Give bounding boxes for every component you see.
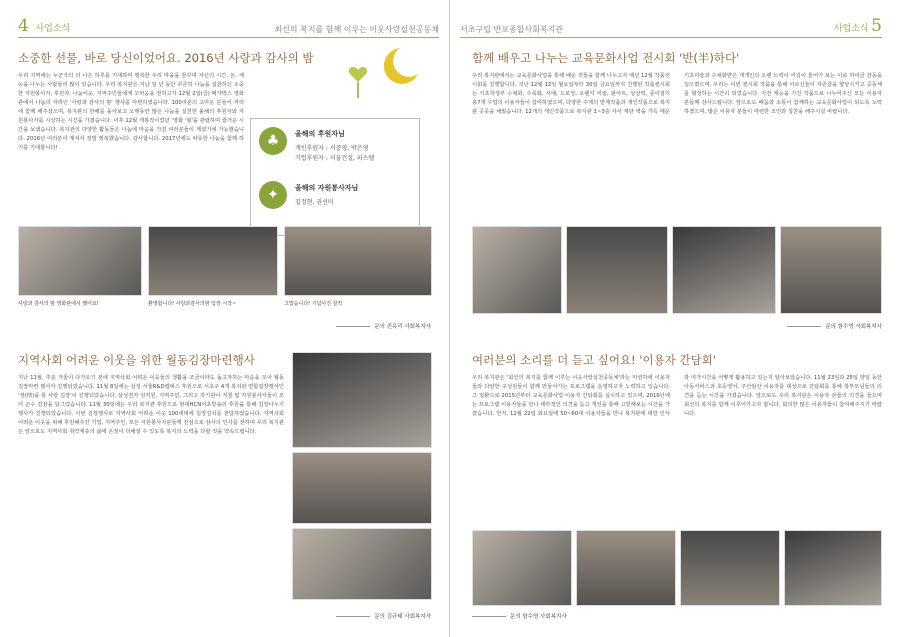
photo: [472, 530, 572, 606]
photo-caption: 고맙습니다! 기념사진 찰칵: [284, 301, 343, 307]
photo: [780, 226, 882, 314]
photo: [566, 226, 668, 314]
contact-signature: 문의 함수영 사회복지사: [472, 612, 567, 620]
article-body: 우리 복지관은 '최선의 복지를 함께 이루는 이웃사랑실천공동체'라는 미션하에 이용자들과 다양한 구성원들이 함께 만들어가는 프로그램을 운영하고자 노력하고 있습니다. 그 일환으로 2015년부터 교육문화사업 이용자 간담회를 실시하고 있으며, 2016년에는 프로그램 이용자들을 만나 세부적인 의견을 듣고 개선을 통해 고민해보는 시간을 가졌습니다. 먼저, 11월 22일 화요일에 50~60대 이용자들을 만나 복지관에 대한 인식과 여가시간을 어떻게 활용하고 있는지 알아보았습니다. 11월 23일과 25일 양일 동안 아동서비스과 초등영어, 주산암산 이용자를 대상으로 간담회를 통해 학부모님들의 의견을 듣는 시간을 가졌습니다. 앞으로도 우리 복지관은 이용자 분들의 의견을 들으며 최선의 복지를 함께 이루어가고자 합니다. 회의한 많은 이용자들이 참여해주시기 바랍니다.: [472, 375, 882, 417]
photo: [292, 352, 432, 448]
right-header: [460, 16, 882, 38]
org-name: 서초구립 반포종합사회복지관: [460, 25, 564, 34]
volunteer-row: [257, 177, 413, 229]
contact-signature: 문의 김규태 사회복지사: [336, 612, 431, 620]
sponsor-row: [257, 123, 413, 175]
photo: [680, 530, 780, 606]
person-icon: ✦: [259, 181, 287, 209]
plant-icon: ♣: [259, 127, 287, 155]
sponsor-company: 기업후원자 : 서울건설, 파스텔: [295, 155, 375, 162]
photo: [18, 226, 142, 296]
contact-signature: 문의 진유리 사회복지사: [336, 322, 431, 330]
moon-heart-illustration: [340, 40, 430, 100]
photo: [784, 530, 882, 606]
section-label: 사업소식: [833, 24, 869, 34]
sponsor-box: [250, 118, 420, 236]
article-body: 지난 11월, 추운 겨울이 다가오기 전에 지역사회 어려운 이웃들의 생활을 조금이라도 돕고자하는 마음을 모아 월동김장마련 행사가 진행되었습니다. 11월 8일에는 삼성 서울R&D캠퍼스 후원으로 서초구 4개 복지관 연합김장행사인 '정(情)을 통 사랑 김장'이 진행되었습니다. 삼성전자 임직원, 지역주민, 그리고 각기관이 직원 및 자원봉사자들이 모여 손수 김장을 담그었습니다. 11월 30일에는 우리 복지관 후원으로 현대HCN서초방송의 후원을 통해 김장나누기 행사가 진행되었습니다. 이번 김장행사로 지역사회 어려운 이웃 100세대에 김장김치를 전달하였습니다. 지역사회 어려운 이웃을 위해 후원해주신 기업, 지역주민, 모든 자원봉사자분들께 진심으로 감사의 인사를 전하며 우리 복지관은 앞으로도 지역사회 취약계층의 삶에 온정이 더해질 수 있도록 복지의 노력을 다할 것을 약속드립니다.: [18, 375, 284, 435]
photo: [472, 226, 562, 314]
page-number: 4: [18, 16, 29, 36]
header-tagline: 최선의 복지를 함께 이루는 이웃사랑실천공동체: [274, 25, 439, 34]
article-body: 우리 복지관에서는 교육문화사업을 통해 배운 것들을 함께 나누고자 매년 12월 작품전시회를 진행합니다. 지난 12월 12일 월요일부터 30일 금요일까지 진행된 작품전시회는 기초학생부 수채화, 수묵화, 서예, 드로잉, 오렌지 미술, 판아트, 상상력, 종이접기 총7개 수업의 이용자들이 참여하였으며, 다양한 주제의 반제작품과 개인작품으로 복지관 곳곳을 채웠습니다. 12개의 개인작품으로 복지관 1~3층 사이 계단 벽을 가득 메운 기초미술과 수채화반은 개개인의 오랜 노력이 어김이 들어가 보는 이로 하여금 감동을 일으켰으며, 우리는 이번 전시회 작품을 통해 어르신들이 자존감을 향상시키고 공동체를 형성하는 시간이 되었습니다. 가전 재능을 가진 작품으로 나누어주신 모든 이용자 분들께 감사드립니다. 앞으로도 배움과 소통이 함께하는 교육문화사업이 되도록 노력하겠으며, 많은 이용자 분들이 마련한 조언과 칭찬을 해주시길 바랍니다.: [472, 73, 882, 115]
photo: [672, 226, 776, 314]
section-label: 사업소식: [35, 24, 71, 34]
photo-caption: 환영합니다! 사랑과감사의밤 입장 시작~: [148, 301, 237, 307]
article-title: 함께 배우고 나누는 교육문화사업 전시회 '반(半)하다': [472, 51, 740, 65]
right-page: [450, 0, 900, 637]
sponsor-title: 올해의 후원자님: [295, 130, 345, 138]
left-header: [18, 16, 439, 38]
volunteer-names: 김정현, 권선미: [295, 199, 334, 206]
article-title: 소중한 선물, 바로 당신이었어요. 2016년 사랑과 감사의 밤: [18, 51, 314, 65]
article-title: 여러분의 소리를 더 듣고 싶어요! '이용자 간담회': [472, 353, 716, 367]
article-body: 우리 지역에는 누군가의 더 나은 하루를 기대하며 행복한 우리 마을을 꿈꾸며 자신의 시간, 돈, 재능을 나누는 사람들이 많이 있습니다. 우리 복지관은 지난 일 년 동안 꾸준히 나눔을 실천하신 소중한 자원봉사자, 후원자, 나눔이웃, 지역주민들에게 고마움을 전하고자 12월 2일(금) 메가박스 영화관에서 나눔의 자리인 '사랑과 감사의 밤' 행사를 마련하였습니다. 100여분의 고마운 분들이 자리에 함께 해주셨으며, 복지관의 한해를 돌아보고 오랫동안 많은 나눔을 실천한 올해의 후원자와 자원봉사자를 시상하는 시간을 가졌습니다. 이후 12월 개봉작이었던 '영화 '형'을 관람하며 즐거운 시간을 보냈습니다. 복지관의 다양한 활동들은 나눔에 마음을 가진 여러분들이 계셨기에 가능했습니다. 2016년 여러분이 계셔서 정말 행복했습니다. 감사합니다. 2017년에도 따뜻한 나눔을 함께 하기를 기대합니다!: [18, 73, 244, 151]
photo: [292, 452, 432, 524]
contact-signature: 문의 함수영 사회복지사: [787, 322, 882, 330]
photo: [284, 226, 432, 296]
photo-caption: 사랑과 감사의 밤 영화관에서 했어요!: [18, 301, 99, 307]
photo: [292, 528, 432, 600]
page-number: 5: [871, 16, 882, 36]
article-title: 지역사회 어려운 이웃을 위한 월동김장마련행사: [18, 353, 255, 367]
photo: [576, 530, 676, 606]
photo: [148, 226, 278, 296]
sponsor-individual: 개인후원자 : 서준영, 박은영: [295, 145, 369, 152]
volunteer-title: 올해의 자원봉사자님: [295, 184, 359, 192]
